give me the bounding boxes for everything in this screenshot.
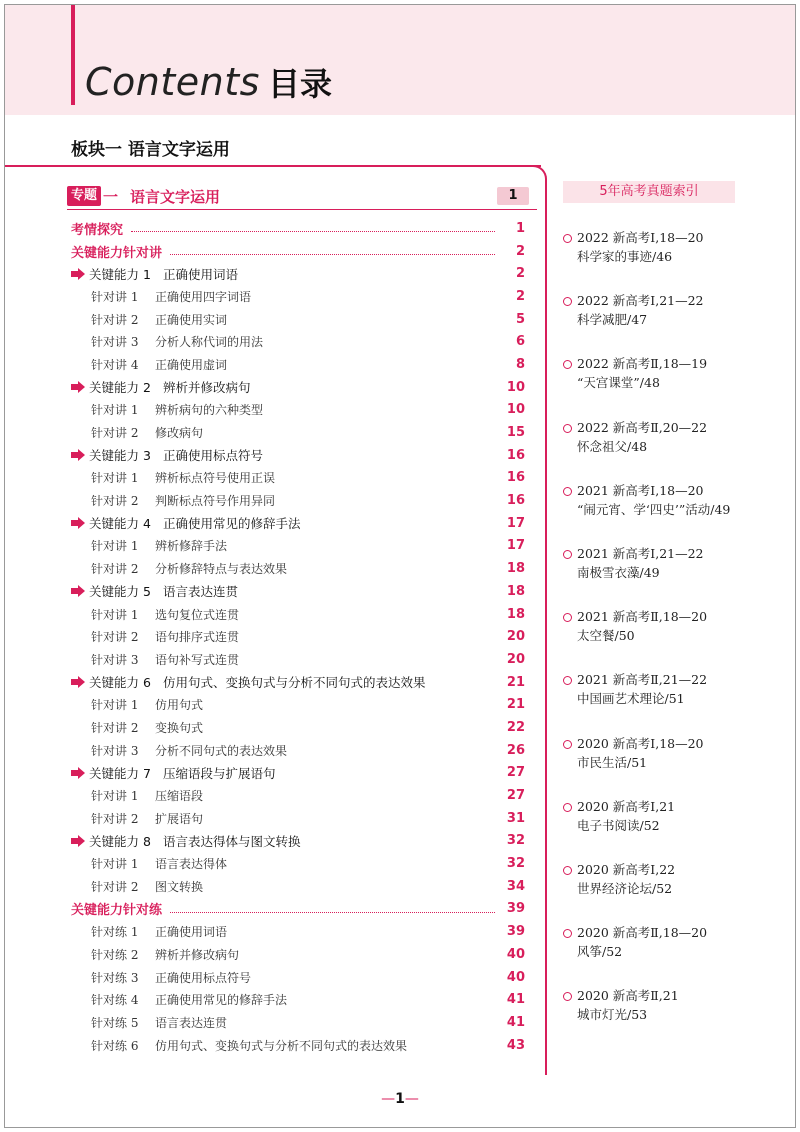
arrow-right-icon (71, 767, 85, 779)
toc-subtitle: 语句补写式连贯 (155, 652, 240, 667)
page (4, 4, 796, 1128)
toc-row-pink[interactable] (71, 240, 529, 263)
brand-zh: 目录 (267, 65, 332, 103)
exam-index-entry[interactable] (563, 229, 793, 292)
toc-label: 针对讲 1 (91, 698, 139, 713)
exam-index-entry[interactable] (563, 861, 793, 924)
header-accent-bar (71, 5, 75, 105)
exam-index-entry[interactable] (563, 924, 793, 987)
toc-subtitle: 分析人称代词的用法 (155, 335, 264, 350)
section-title: 板块一 语言文字运用 (71, 140, 230, 160)
frame-right (545, 179, 547, 1075)
circle-bullet-icon (563, 297, 572, 306)
toc-label: 针对练 5 (91, 1015, 139, 1030)
toc-page-number: 39 (506, 924, 525, 940)
toc-label: 关键能力 8 (89, 833, 151, 849)
toc-row-item[interactable] (71, 557, 529, 580)
toc-label: 关键能力针对练 (71, 903, 163, 919)
arrow-right-icon (71, 835, 85, 847)
exam-index-entry[interactable] (563, 671, 793, 734)
toc-label: 针对讲 2 (91, 811, 139, 826)
topic-page: 1 (497, 187, 529, 205)
toc-page-number: 16 (506, 470, 525, 486)
toc-row-item[interactable] (71, 807, 529, 830)
toc-row-item[interactable] (71, 308, 529, 331)
toc-row-item[interactable] (71, 421, 529, 444)
exam-reference: 2020 新高考Ⅰ,22 (577, 861, 676, 877)
toc-label: 针对练 3 (91, 970, 139, 985)
toc-page-number: 2 (515, 243, 525, 259)
exam-topic: 风筝/52 (577, 944, 623, 960)
toc-row-item[interactable] (71, 1034, 529, 1057)
topic-header[interactable] (67, 185, 537, 207)
page-footer (5, 1091, 795, 1107)
toc-subtitle: 辨析并修改病句 (162, 380, 251, 396)
toc-row-ability[interactable] (71, 444, 529, 467)
toc-page-number: 6 (515, 334, 525, 350)
toc-row-pink[interactable] (71, 898, 529, 921)
toc-subtitle: 正确使用标点符号 (162, 448, 263, 464)
toc-page-number: 21 (506, 674, 525, 690)
circle-bullet-icon (563, 613, 572, 622)
exam-reference: 2022 新高考Ⅱ,18—19 (577, 356, 708, 372)
frame-top (5, 165, 541, 167)
circle-bullet-icon (563, 424, 572, 433)
toc-row-item[interactable] (71, 852, 529, 875)
toc-subtitle: 辨析并修改病句 (155, 947, 240, 962)
circle-bullet-icon (563, 487, 572, 496)
toc-subtitle: 仿用句式、变换句式与分析不同句式的表达效果 (162, 675, 426, 691)
toc-subtitle: 语言表达得体与图文转换 (162, 833, 301, 849)
exam-index-entry[interactable] (563, 482, 793, 545)
leader-dots (131, 224, 495, 232)
exam-reference: 2021 新高考Ⅰ,21—22 (577, 545, 704, 561)
arrow-right-icon (71, 268, 85, 280)
arrow-right-icon (71, 585, 85, 597)
toc-row-item[interactable] (71, 875, 529, 898)
toc-subtitle: 语句排序式连贯 (155, 630, 240, 645)
toc-label: 关键能力 7 (89, 765, 151, 781)
toc-subtitle: 仿用句式、变换句式与分析不同句式的表达效果 (155, 1038, 408, 1053)
toc-row-item[interactable] (71, 648, 529, 671)
toc-page-number: 10 (506, 379, 525, 395)
toc-subtitle: 分析不同句式的表达效果 (155, 743, 288, 758)
toc-page-number: 43 (506, 1037, 525, 1053)
toc-page-number: 22 (506, 719, 525, 735)
topic-title: 语言文字运用 (130, 187, 221, 206)
exam-topic: 市民生活/51 (577, 754, 648, 770)
toc-row-item[interactable] (71, 988, 529, 1011)
leader-dots (170, 247, 495, 255)
toc-subtitle: 扩展语句 (155, 811, 204, 826)
toc-page-number: 31 (506, 810, 525, 826)
toc-row-ability[interactable] (71, 376, 529, 399)
toc-label: 考情探究 (71, 222, 124, 238)
toc-page-number: 15 (506, 425, 525, 441)
circle-bullet-icon (563, 803, 572, 812)
toc-page-number: 17 (506, 515, 525, 531)
toc-row-ability[interactable] (71, 512, 529, 535)
toc-subtitle: 辨析病句的六种类型 (155, 403, 264, 418)
toc-label: 针对讲 3 (91, 743, 139, 758)
exam-reference: 2020 新高考Ⅱ,18—20 (577, 925, 708, 941)
footer-dash-left: — (381, 1091, 396, 1107)
toc-subtitle: 正确使用常见的修辞手法 (155, 993, 288, 1008)
exam-index-entry[interactable] (563, 798, 793, 861)
exam-index-title: 5年高考真题索引 (563, 181, 735, 203)
toc-subtitle: 压缩语段 (155, 789, 204, 804)
toc-row-ability[interactable] (71, 580, 529, 603)
topic-badge: 专题 (67, 186, 101, 206)
exam-topic: 中国画艺术理论/51 (577, 691, 685, 707)
toc-row-item[interactable] (71, 739, 529, 762)
exam-index-entry[interactable] (563, 987, 793, 1050)
toc-row-item[interactable] (71, 920, 529, 943)
toc-label: 关键能力 4 (89, 516, 151, 532)
circle-bullet-icon (563, 929, 572, 938)
toc-row-ability[interactable] (71, 262, 529, 285)
toc-label: 针对讲 2 (91, 562, 139, 577)
toc-subtitle: 压缩语段与扩展语句 (162, 765, 276, 781)
toc-subtitle: 正确使用实词 (155, 312, 228, 327)
arrow-right-icon (71, 381, 85, 393)
toc-row-item[interactable] (71, 784, 529, 807)
toc-label: 关键能力 2 (89, 380, 151, 396)
toc-label: 针对练 4 (91, 993, 139, 1008)
exam-reference: 2021 新高考Ⅱ,21—22 (577, 672, 708, 688)
toc-page-number: 27 (506, 765, 525, 781)
exam-reference: 2020 新高考Ⅰ,18—20 (577, 735, 704, 751)
toc-label: 关键能力针对讲 (71, 245, 163, 261)
toc-page-number: 20 (506, 651, 525, 667)
exam-topic: 科学减肥/47 (577, 312, 648, 328)
exam-index-entry[interactable] (563, 355, 793, 418)
toc-subtitle: 判断标点符号作用异同 (155, 494, 276, 509)
toc-subtitle: 正确使用词语 (155, 925, 228, 940)
toc-label: 关键能力 1 (89, 266, 151, 282)
circle-bullet-icon (563, 550, 572, 559)
toc-label: 针对讲 2 (91, 879, 139, 894)
toc-label: 针对讲 2 (91, 426, 139, 441)
toc-row-item[interactable] (71, 716, 529, 739)
footer-page-number: 1 (395, 1091, 405, 1107)
exam-topic: 世界经济论坛/52 (577, 880, 673, 896)
arrow-right-icon (71, 517, 85, 529)
toc-label: 针对讲 2 (91, 720, 139, 735)
toc-page-number: 10 (506, 402, 525, 418)
toc-subtitle: 变换句式 (155, 720, 204, 735)
toc-label: 针对练 2 (91, 947, 139, 962)
toc-row-ability[interactable] (71, 671, 529, 694)
exam-topic: 南极雪衣藻/49 (577, 564, 660, 580)
toc-label: 关键能力 5 (89, 584, 151, 600)
toc-label: 针对讲 1 (91, 403, 139, 418)
toc-page-number: 34 (506, 878, 525, 894)
circle-bullet-icon (563, 992, 572, 1001)
header (5, 5, 795, 115)
footer-dash-right: — (404, 1091, 419, 1107)
toc-subtitle: 仿用句式 (155, 698, 204, 713)
exam-index-entry[interactable] (563, 292, 793, 355)
circle-bullet-icon (563, 866, 572, 875)
circle-bullet-icon (563, 676, 572, 685)
toc-row-item[interactable] (71, 399, 529, 422)
toc-page-number: 41 (506, 992, 525, 1008)
toc-page-number: 40 (506, 946, 525, 962)
toc-row-item[interactable] (71, 535, 529, 558)
toc-page-number: 18 (506, 561, 525, 577)
toc-subtitle: 正确使用四字词语 (155, 289, 252, 304)
exam-topic: 科学家的事迹/46 (577, 249, 673, 264)
exam-topic: 太空餐/50 (577, 628, 635, 644)
exam-topic: “闹元宵、学‘四史’”活动/49 (577, 501, 731, 517)
toc-label: 关键能力 6 (89, 675, 151, 691)
circle-bullet-icon (563, 360, 572, 369)
toc-row-item[interactable] (71, 489, 529, 512)
toc-page-number: 17 (506, 538, 525, 554)
topic-underline (67, 209, 537, 210)
toc-subtitle: 正确使用词语 (162, 266, 238, 282)
toc-page-number: 2 (515, 288, 525, 304)
toc-label: 针对练 6 (91, 1038, 139, 1053)
toc-row-item[interactable] (71, 966, 529, 989)
toc-label: 针对讲 1 (91, 289, 139, 304)
toc-label: 针对讲 1 (91, 857, 139, 872)
toc-row-item[interactable] (71, 693, 529, 716)
toc-subtitle: 语言表达得体 (155, 857, 228, 872)
brand (85, 59, 332, 105)
arrow-right-icon (71, 449, 85, 461)
toc-label: 针对讲 2 (91, 630, 139, 645)
toc-subtitle: 图文转换 (155, 879, 204, 894)
toc-page-number: 32 (506, 856, 525, 872)
toc-subtitle: 选句复位式连贯 (155, 607, 240, 622)
toc-subtitle: 正确使用虚词 (155, 357, 228, 372)
toc-page-number: 16 (506, 493, 525, 509)
toc-page-number: 27 (506, 788, 525, 804)
exam-reference: 2021 新高考Ⅰ,18—20 (577, 482, 704, 498)
exam-reference: 2022 新高考Ⅱ,20—22 (577, 419, 708, 435)
toc-row-ability[interactable] (71, 830, 529, 853)
toc-label: 针对讲 3 (91, 652, 139, 667)
toc-label: 针对讲 2 (91, 312, 139, 327)
toc-page-number: 5 (515, 311, 525, 327)
toc-label: 针对讲 4 (91, 357, 139, 372)
exam-reference: 2021 新高考Ⅱ,18—20 (577, 609, 708, 625)
exam-topic: 电子书阅读/52 (577, 817, 660, 833)
toc-page-number: 1 (515, 220, 525, 236)
exam-index-list (563, 229, 793, 1050)
toc-subtitle: 正确使用常见的修辞手法 (162, 516, 301, 532)
toc-page-number: 18 (506, 583, 525, 599)
toc-subtitle: 语言表达连贯 (162, 584, 238, 600)
toc-row-item[interactable] (71, 603, 529, 626)
toc-page-number: 20 (506, 629, 525, 645)
circle-bullet-icon (563, 740, 572, 749)
toc-label: 针对练 1 (91, 925, 139, 940)
exam-topic: 城市灯光/53 (577, 1007, 648, 1023)
circle-bullet-icon (563, 234, 572, 243)
toc-subtitle: 修改病句 (155, 426, 204, 441)
toc-subtitle: 分析修辞特点与表达效果 (155, 562, 288, 577)
toc-page-number: 2 (515, 266, 525, 282)
toc-page-number: 26 (506, 742, 525, 758)
toc-label: 针对讲 1 (91, 471, 139, 486)
toc-label: 针对讲 2 (91, 494, 139, 509)
toc-row-item[interactable] (71, 467, 529, 490)
toc-row-pink[interactable] (71, 217, 529, 240)
toc-label: 针对讲 1 (91, 789, 139, 804)
toc-page-number: 40 (506, 969, 525, 985)
toc-row-item[interactable] (71, 625, 529, 648)
toc-page-number: 39 (506, 901, 525, 917)
exam-index-entry[interactable] (563, 735, 793, 798)
exam-topic: 怀念祖父/48 (577, 438, 648, 454)
toc-row-item[interactable] (71, 285, 529, 308)
toc-label: 针对讲 1 (91, 607, 139, 622)
toc-page-number: 8 (515, 356, 525, 372)
arrow-right-icon (71, 676, 85, 688)
toc-subtitle: 辨析标点符号使用正误 (155, 471, 276, 486)
exam-index-entry[interactable] (563, 419, 793, 482)
exam-reference: 2020 新高考Ⅰ,21 (577, 798, 676, 814)
toc-row-item[interactable] (71, 330, 529, 353)
toc-label: 针对讲 3 (91, 335, 139, 350)
toc-label: 关键能力 3 (89, 448, 151, 464)
exam-reference: 2022 新高考Ⅰ,18—20 (577, 230, 704, 245)
toc-row-item[interactable] (71, 943, 529, 966)
toc-panel (5, 165, 550, 1075)
toc-subtitle: 辨析修辞手法 (155, 539, 228, 554)
toc-subtitle: 正确使用标点符号 (155, 970, 252, 985)
toc-page-number: 18 (506, 606, 525, 622)
toc-page-number: 41 (506, 1014, 525, 1030)
toc-row-ability[interactable] (71, 762, 529, 785)
exam-reference: 2020 新高考Ⅱ,21 (577, 988, 679, 1004)
toc-subtitle: 语言表达连贯 (155, 1015, 228, 1030)
topic-number: 一 (103, 187, 119, 206)
exam-reference: 2022 新高考Ⅰ,21—22 (577, 293, 704, 309)
toc-list (71, 217, 529, 1056)
toc-row-item[interactable] (71, 1011, 529, 1034)
toc-page-number: 16 (506, 447, 525, 463)
toc-label: 针对讲 1 (91, 539, 139, 554)
exam-index-entry[interactable] (563, 545, 793, 608)
brand-en: Contents (85, 60, 260, 104)
toc-page-number: 32 (506, 833, 525, 849)
exam-topic: “天宫课堂”/48 (577, 375, 660, 391)
exam-index-entry[interactable] (563, 608, 793, 671)
toc-row-item[interactable] (71, 353, 529, 376)
leader-dots (170, 905, 495, 913)
toc-page-number: 21 (506, 697, 525, 713)
